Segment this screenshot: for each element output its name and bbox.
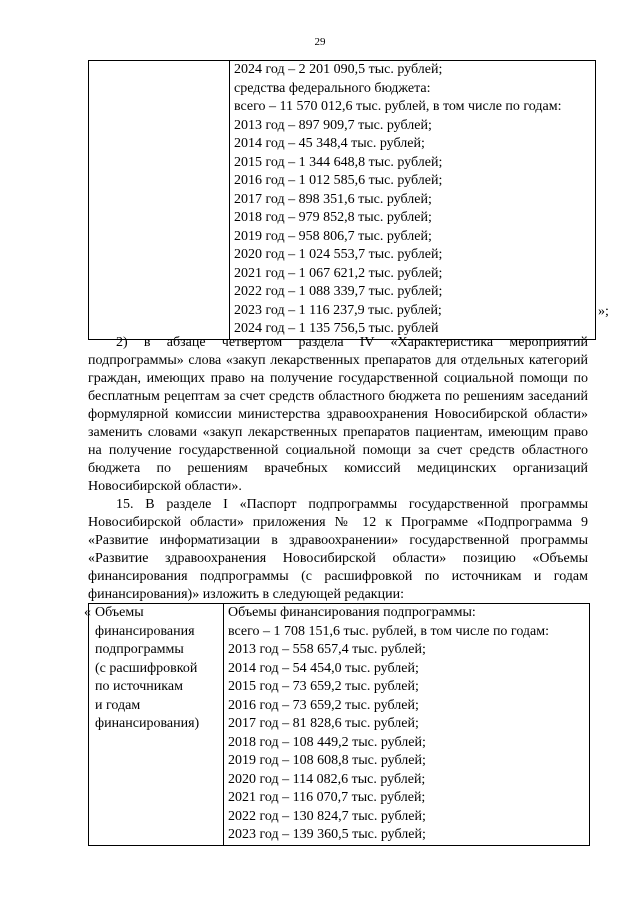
paragraph-line: граждан, имеющих право на получение государственной социальной помощи по xyxy=(88,371,588,386)
table2-line: 2021 год – 116 070,7 тыс. рублей; xyxy=(228,790,426,805)
table1-line: 2021 год – 1 067 621,2 тыс. рублей; xyxy=(234,265,443,281)
label-line: Объемы xyxy=(95,605,144,620)
values-cell xyxy=(230,61,596,340)
table2-line: Объемы финансирования подпрограммы: xyxy=(228,605,476,620)
table1-line: 2023 год – 1 116 237,9 тыс. рублей; xyxy=(234,302,442,318)
table2-line: 2015 год – 73 659,2 тыс. рублей; xyxy=(228,679,419,694)
table1-line: 2019 год – 958 806,7 тыс. рублей; xyxy=(234,228,432,244)
opening-quote: « xyxy=(84,605,91,620)
label-line: подпрограммы xyxy=(95,642,184,657)
table1-line: 2017 год – 898 351,6 тыс. рублей; xyxy=(234,191,432,207)
table2-line: 2019 год – 108 608,8 тыс. рублей; xyxy=(228,753,426,768)
table1-line: 2020 год – 1 024 553,7 тыс. рублей; xyxy=(234,247,443,262)
paragraph-line: «Развитие здравоохранения Новосибирской области» позицию «Объемы xyxy=(88,551,588,566)
table1-line: 2024 год – 2 201 090,5 тыс. рублей; xyxy=(234,62,443,77)
label-line: финансирования xyxy=(95,623,195,639)
table2-line: 2017 год – 81 828,6 тыс. рублей; xyxy=(228,716,419,731)
table1-line: 2015 год – 1 344 648,8 тыс. рублей; xyxy=(234,154,443,170)
paragraph-line: Новосибирской области». xyxy=(88,479,242,494)
paragraph-line: 2) в абзаце четвертом раздела IV «Характеристика мероприятий xyxy=(116,335,588,350)
table2-line: 2016 год – 73 659,2 тыс. рублей; xyxy=(228,697,419,713)
table1-line: 2022 год – 1 088 339,7 тыс. рублей; xyxy=(234,284,443,299)
values-cell xyxy=(224,604,590,846)
paragraph-line: подпрограммы» слова «закуп лекарственных препаратов для отдельных категорий xyxy=(88,353,588,368)
label-line: (с расшифровкой xyxy=(95,660,198,676)
paragraph-line: на получение государственной социальной помощи за счет средств областного xyxy=(88,443,588,458)
budget-table-new xyxy=(88,603,590,846)
paragraph-line: финансирования)» изложить в следующей редакции: xyxy=(88,587,404,602)
budget-table-continued xyxy=(88,60,596,340)
page-number: 29 xyxy=(314,36,326,48)
closing-quote: »; xyxy=(598,304,609,319)
table1-line: 2013 год – 897 909,7 тыс. рублей; xyxy=(234,117,432,133)
paragraph-line: финансирования подпрограммы (с расшифровкой по источникам и годам xyxy=(88,569,588,584)
paragraph-line: Новосибирской области» приложения № 12 к Программе «Подпрограмма 9 xyxy=(88,515,588,530)
table1-line: всего – 11 570 012,6 тыс. рублей, в том числе по годам: xyxy=(234,99,562,114)
paragraph-line: заменить словами «закуп лекарственных препаратов пациентам, имеющим право xyxy=(88,425,588,440)
table2-line: 2023 год – 139 360,5 тыс. рублей; xyxy=(228,827,426,842)
table1-line: 2024 год – 1 135 756,5 тыс. рублей xyxy=(234,321,439,336)
label-line: по источникам xyxy=(95,679,183,694)
table1-line: 2018 год – 979 852,8 тыс. рублей; xyxy=(234,210,432,225)
table1-line: 2014 год – 45 348,4 тыс. рублей; xyxy=(234,136,425,151)
table2-line: всего – 1 708 151,6 тыс. рублей, в том числе по годам: xyxy=(228,623,550,639)
paragraph-line: 15. В разделе I «Паспорт подпрограммы государственной программы xyxy=(116,497,588,512)
table2-line: 2013 год – 558 657,4 тыс. рублей; xyxy=(228,642,426,657)
table1-line: 2016 год – 1 012 585,6 тыс. рублей; xyxy=(234,173,443,188)
table1-line: средства федерального бюджета: xyxy=(234,80,431,96)
paragraph-line: бесплатным рецептам за счет средств областного бюджета по решениям заседаний xyxy=(88,389,588,404)
table2-line: 2020 год – 114 082,6 тыс. рублей; xyxy=(228,771,426,787)
table2-line: 2014 год – 54 454,0 тыс. рублей; xyxy=(228,660,419,676)
paragraph-line: бюджета по решениям врачебных комиссий медицинских организаций xyxy=(88,461,588,476)
label-line: и годам xyxy=(95,697,141,713)
paragraph-line: «Развитие информатизации в здравоохранении» государственной программы xyxy=(88,533,588,548)
amendment-paragraph-15 xyxy=(88,496,588,604)
label-cell xyxy=(89,61,230,340)
table2-line: 2022 год – 130 824,7 тыс. рублей; xyxy=(228,808,426,824)
paragraph-line: формулярной комиссии министерства здравоохранения Новосибирской области» xyxy=(88,407,588,422)
label-line: финансирования) xyxy=(95,716,200,731)
amendment-paragraph-2 xyxy=(88,334,588,496)
table2-line: 2018 год – 108 449,2 тыс. рублей; xyxy=(228,734,426,750)
label-cell xyxy=(89,604,224,846)
